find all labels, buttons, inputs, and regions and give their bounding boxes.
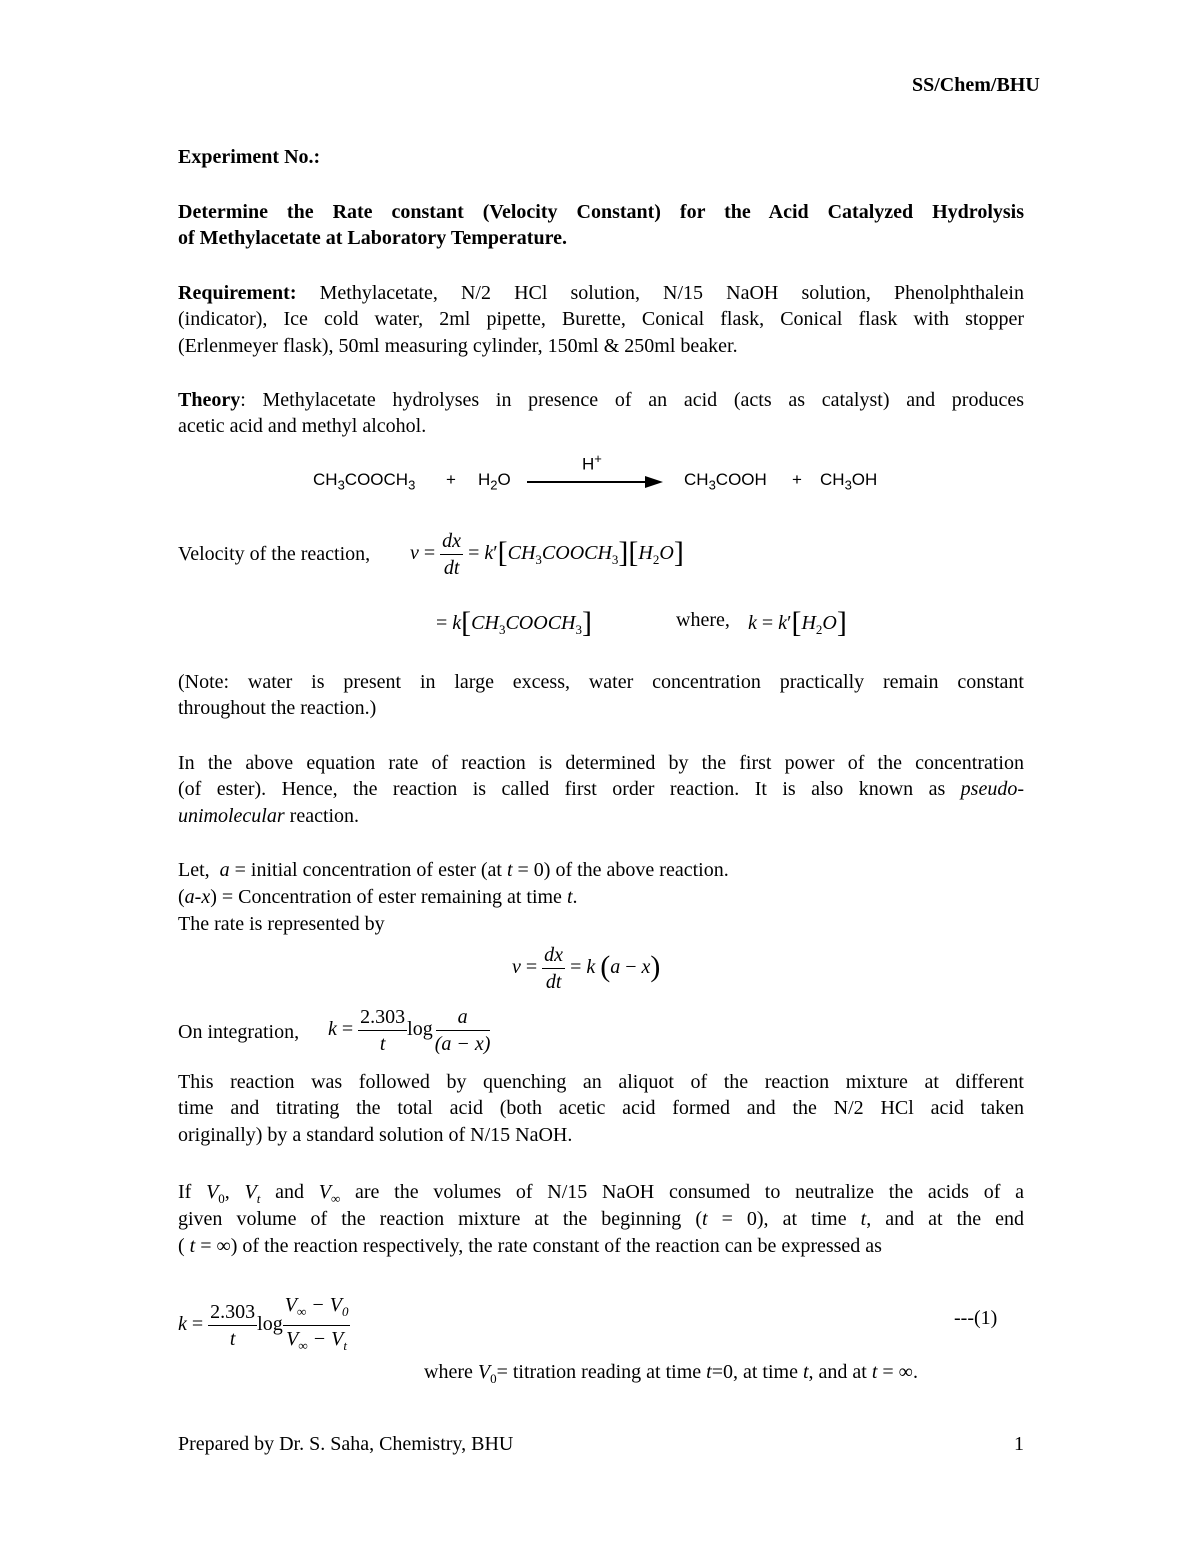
requirement-line1: [178, 280, 1024, 306]
ax-line: [178, 884, 578, 910]
note-line1: (Note: water is present in large excess, water concentration practically remain constant: [178, 671, 1024, 693]
vol-l2c: , and at the end: [866, 1208, 1024, 1230]
integration-equation: k = $\frac{2.303}{t}$ log $\frac{a}{(a - x)}$: [328, 1006, 491, 1055]
reaction-arrowhead: [645, 476, 663, 488]
vol-l1b: and: [260, 1181, 319, 1203]
experiment-label: Experiment No.:: [178, 146, 321, 168]
rate-line: The rate is represented by: [178, 913, 385, 935]
let-mid: = initial concentration of ester (at: [229, 859, 507, 881]
fw-d: , and at: [808, 1361, 872, 1383]
footer-page-number: 1: [1014, 1433, 1024, 1455]
ax-end: ) = Concentration of ester remaining at time: [210, 886, 567, 908]
let-line: [178, 857, 729, 883]
ax-t: t: [566, 886, 573, 908]
rate-fraction: $\frac{dx}{dt}$: [544, 944, 564, 993]
theory-label: Theory: [178, 389, 241, 411]
requirement-label: Requirement:: [178, 282, 297, 304]
velocity-label: Velocity of the reaction,: [178, 543, 371, 565]
volumes-line1: If $V_0$, $V_t$ and $V_\infty$ are the volumes of N/15 NaOH consumed to neutralize the acids of a: [178, 1181, 1024, 1206]
vol-l2b: = 0), at time: [707, 1208, 861, 1230]
order-line3-rest: reaction.: [284, 805, 360, 827]
reactant-water: $H_2O$: [478, 470, 511, 493]
product-methanol: $CH_3OH$: [820, 470, 878, 493]
ax-var: a-x: [184, 886, 211, 908]
let-prefix: Let,: [178, 859, 210, 881]
integration-label: On integration,: [178, 1021, 300, 1043]
order-line1: In the above equation rate of reaction is determined by the first power of the concentration: [178, 752, 1024, 774]
let-t: t: [506, 859, 513, 881]
k-definition: $k = k'[H_2O]$: [748, 606, 847, 639]
fw-b: = titration reading at time: [496, 1361, 707, 1383]
fw-a: where: [424, 1361, 478, 1383]
velocity-equation-line2: = $k[CH_3COOCH_3]$: [436, 606, 592, 639]
volumes-line2: given volume of the reaction mixture at the beginning (t = 0), at time t, and at the end: [178, 1208, 1024, 1230]
reaction-plus-2: +: [792, 470, 802, 489]
header-code: SS/Chem/BHU: [912, 74, 1040, 96]
ax-open: (: [178, 886, 185, 908]
volumes-line3: ( t = ∞) of the reaction respectively, the rate constant of the reaction can be expressed as: [178, 1235, 882, 1257]
order-line2: [178, 776, 1024, 802]
footer-prepared-by: Prepared by Dr. S. Saha, Chemistry, BHU: [178, 1433, 514, 1455]
integration-log-fraction: $\frac{a}{(a - x)}$: [434, 1006, 491, 1055]
theory-line1: [178, 387, 1024, 413]
requirement-line2: (indicator), Ice cold water, 2ml pipette, Burette, Conical flask, Conical flask with stopper: [178, 308, 1024, 330]
theory-text1: : Methylacetate hydrolyses in presence of an acid (acts as catalyst) and produces: [240, 389, 1024, 411]
velocity-where: where,: [676, 609, 730, 631]
catalyst-charge: +: [594, 451, 602, 466]
vol-l1c: are the volumes of N/15 NaOH consumed to neutralize the acids of a: [340, 1181, 1024, 1203]
equation-number: ---(1): [954, 1307, 998, 1329]
reactant-methylacetate: $CH_3COOCH_3$: [313, 470, 416, 493]
reaction-catalyst: [582, 451, 602, 475]
fw-e: = ∞.: [877, 1361, 918, 1383]
velocity-equation: v = $\frac{dx}{dt}$ = $k'[CH_3COOCH_3][H_2O]$: [410, 530, 684, 579]
dx-dt-fraction: $\frac{dx}{dt}$: [442, 530, 462, 579]
final-log-fraction: $\frac{V_\infty - V_0}{V_\infty - V_t}$: [284, 1294, 349, 1353]
reaction-plus-1: +: [446, 470, 456, 489]
let-a: a: [219, 859, 230, 881]
experiment-title-line2: of Methylacetate at Laboratory Temperature.: [178, 227, 567, 249]
quench-line3: originally) by a standard solution of N/15 NaOH.: [178, 1124, 573, 1146]
order-pseudo: pseudo-: [960, 778, 1024, 800]
fw-c: =0, at time: [711, 1361, 803, 1383]
requirement-line3: (Erlenmeyer flask), 50ml measuring cylinder, 150ml & 250ml beaker.: [178, 335, 738, 357]
vol-l1a: If: [178, 1181, 207, 1203]
catalyst-symbol: H: [582, 454, 595, 474]
final-coef-fraction: $\frac{2.303}{t}$: [210, 1301, 256, 1350]
experiment-title-line1: Determine the Rate constant (Velocity Constant) for the Acid Catalyzed Hydrolysis: [178, 201, 1024, 223]
vol-l3b: = ∞) of the reaction respectively, the rate constant of the reaction can be expressed as: [195, 1235, 882, 1257]
quench-line2: time and titrating the total acid (both acetic acid formed and the N/2 HCl acid taken: [178, 1097, 1024, 1119]
theory-line2: acetic acid and methyl alcohol.: [178, 415, 427, 437]
integration-log: log: [407, 1018, 433, 1041]
integration-coef-fraction: $\frac{2.303}{t}$: [360, 1006, 406, 1055]
vol-l3a: (: [178, 1235, 190, 1257]
order-line3: [178, 803, 359, 829]
note-line2: throughout the reaction.): [178, 697, 377, 719]
let-end: = 0) of the above reaction.: [512, 859, 729, 881]
order-unimolecular: unimolecular: [178, 805, 285, 827]
reaction-arrow: [527, 481, 647, 483]
rate-equation: v = $\frac{dx}{dt}$ = k (a − x): [512, 944, 661, 993]
final-equation: k = $\frac{2.303}{t}$ log $\frac{V_\infty - V_0}{V_\infty - V_t}$: [178, 1294, 350, 1357]
order-line2-text: (of ester). Hence, the reaction is called first order reaction. It is also known as: [178, 778, 946, 800]
final-where-line: where $V_0=$ titration reading at time t=0, at time t, and at t = ∞.: [424, 1361, 918, 1386]
final-log: log: [257, 1313, 283, 1336]
quench-line1: This reaction was followed by quenching an aliquot of the reaction mixture at different: [178, 1071, 1024, 1093]
requirement-text1: Methylacetate, N/2 HCl solution, N/15 NaOH solution, Phenolphthalein: [296, 282, 1024, 304]
product-acetic-acid: $CH_3COOH$: [684, 470, 767, 493]
ax-period: .: [572, 886, 578, 908]
vol-l2a: given volume of the reaction mixture at the beginning (: [178, 1208, 702, 1230]
